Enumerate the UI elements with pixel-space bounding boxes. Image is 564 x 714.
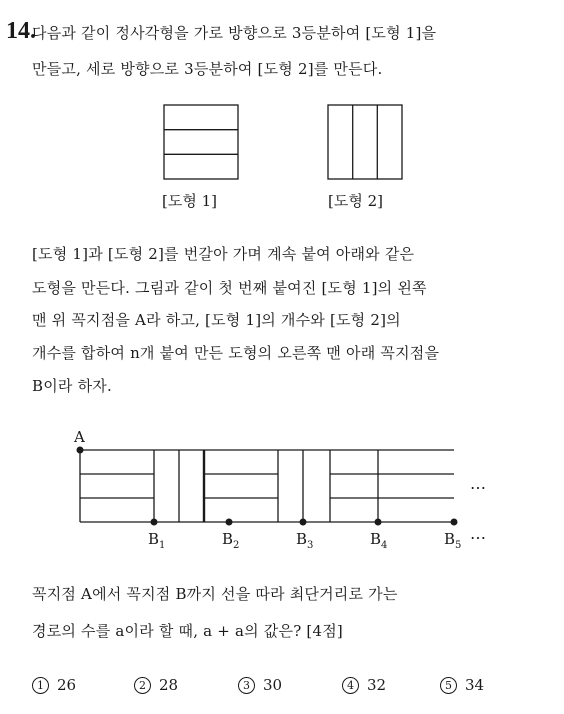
choice-4[interactable]: 4 32 bbox=[342, 676, 386, 694]
point-b2 bbox=[226, 519, 233, 526]
choice-mark: 4 bbox=[342, 677, 359, 694]
label-b4: $B_4$ bbox=[370, 530, 388, 551]
figure-2-label: [도형 2] bbox=[328, 192, 383, 210]
figure-strip bbox=[80, 450, 454, 522]
label-b1: $B_1$ bbox=[148, 530, 166, 551]
answer-choices bbox=[32, 676, 542, 698]
intro-line-1: 다음과 같이 정사각형을 가로 방향으로 3등분하여 [도형 1]을 bbox=[32, 24, 437, 42]
point-a bbox=[77, 447, 84, 454]
choice-mark: 5 bbox=[440, 677, 457, 694]
choice-mark: 3 bbox=[238, 677, 255, 694]
point-b1 bbox=[151, 519, 158, 526]
choice-3[interactable]: 3 30 bbox=[238, 676, 282, 694]
body-line-2: 도형을 만든다. 그림과 같이 첫 번째 붙여진 [도형 1]의 왼쪽 bbox=[32, 279, 427, 297]
body-line-5: B이라 하자. bbox=[32, 377, 112, 395]
figure-2 bbox=[328, 105, 402, 179]
label-b3: $B_3$ bbox=[296, 530, 314, 551]
final-line-1: 꼭지점 A에서 꼭지점 B까지 선을 따라 최단거리로 가는 bbox=[32, 585, 398, 603]
point-b4 bbox=[375, 519, 382, 526]
body-line-1: [도형 1]과 [도형 2]를 번갈아 가며 계속 붙여 아래와 같은 bbox=[32, 245, 415, 263]
choice-mark: 1 bbox=[32, 677, 49, 694]
choice-5[interactable]: 5 34 bbox=[440, 676, 484, 694]
question-number: 14. bbox=[6, 18, 36, 44]
ellipsis-top: … bbox=[470, 474, 486, 493]
choice-1[interactable]: 1 26 bbox=[32, 676, 76, 694]
choice-mark: 2 bbox=[134, 677, 151, 694]
label-a: A bbox=[74, 428, 85, 446]
label-b5: $B_5$ bbox=[444, 530, 462, 551]
label-b2: $B_2$ bbox=[222, 530, 240, 551]
choice-2[interactable]: 2 28 bbox=[134, 676, 178, 694]
figure-1 bbox=[164, 105, 238, 179]
body-line-4: 개수를 합하여 n개 붙여 만든 도형의 오른쪽 맨 아래 꼭지점을 bbox=[32, 344, 440, 362]
intro-line-2: 만들고, 세로 방향으로 3등분하여 [도형 2]를 만든다. bbox=[32, 60, 383, 78]
point-b5 bbox=[451, 519, 458, 526]
body-line-3: 맨 위 꼭지점을 A라 하고, [도형 1]의 개수와 [도형 2]의 bbox=[32, 311, 401, 329]
point-b3 bbox=[300, 519, 307, 526]
figure-1-label: [도형 1] bbox=[162, 192, 217, 210]
final-line-2: 경로의 수를 a이라 할 때, a + a의 값은? [4점] bbox=[32, 622, 343, 640]
ellipsis-bottom: … bbox=[470, 524, 486, 543]
